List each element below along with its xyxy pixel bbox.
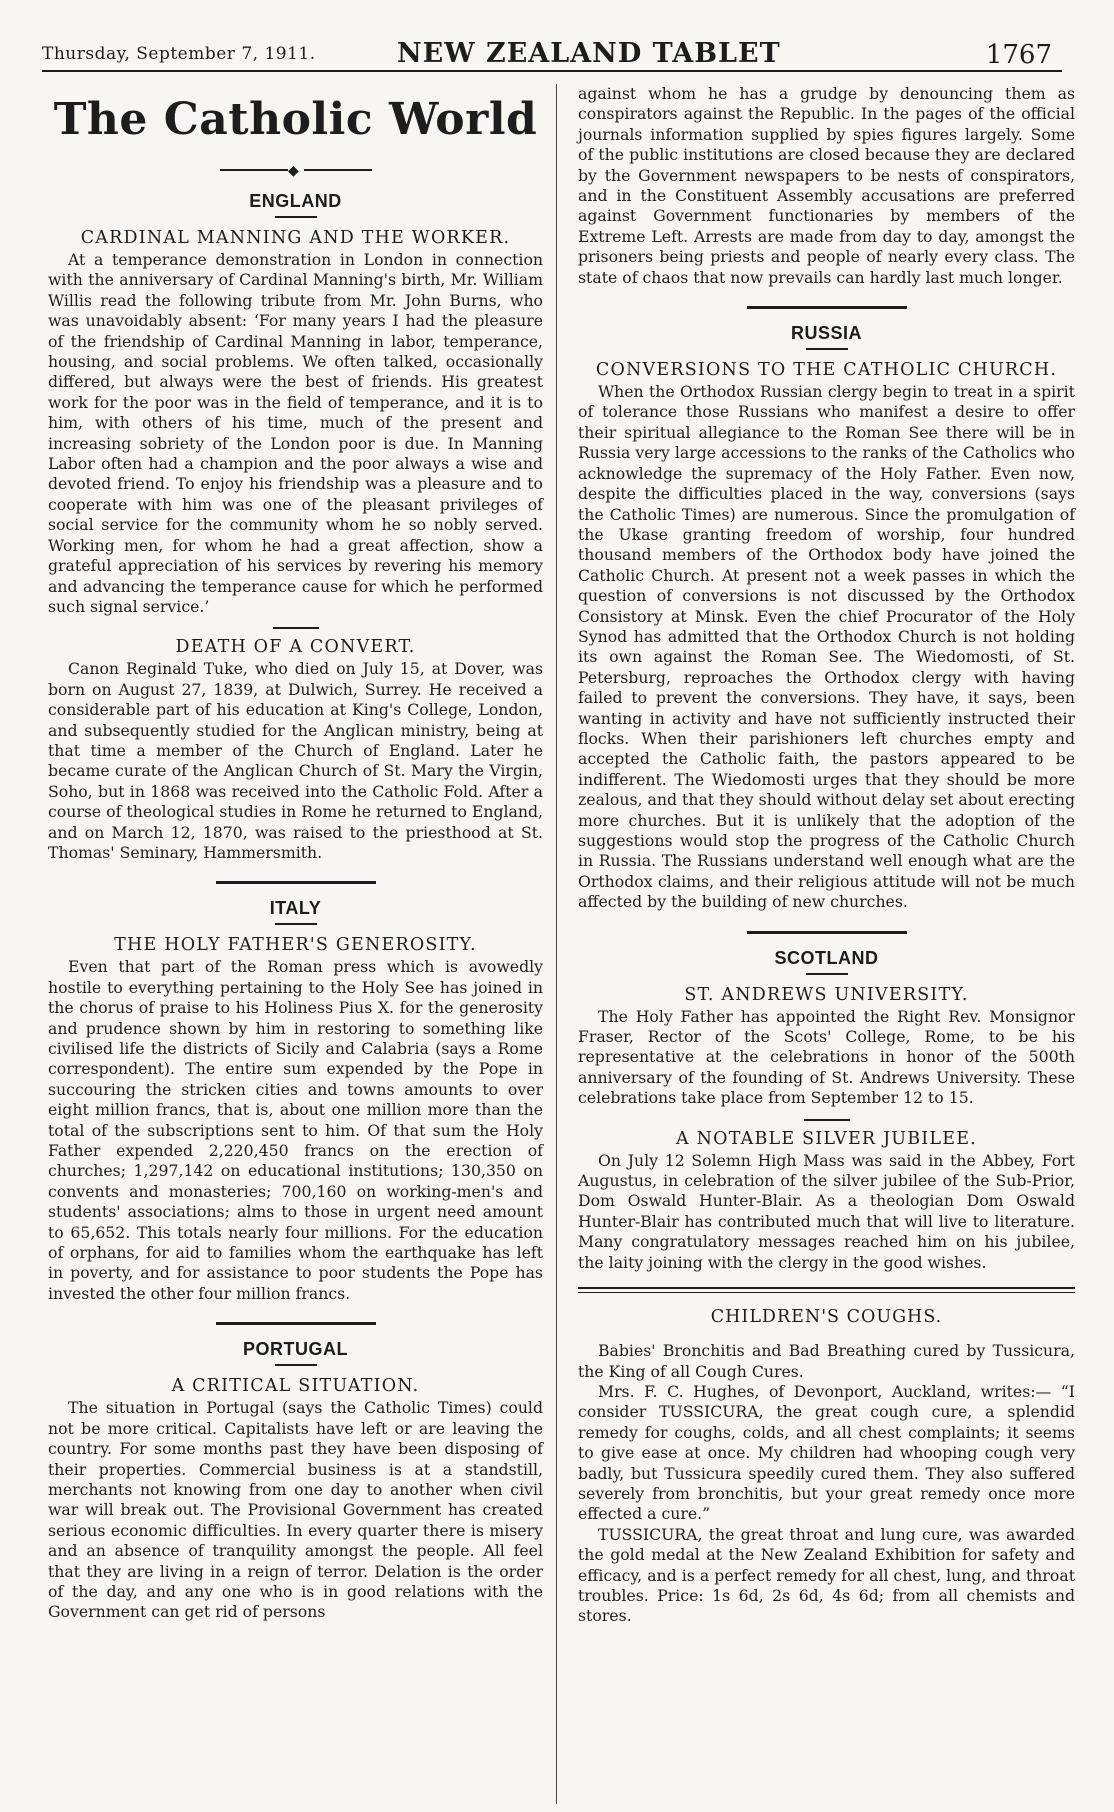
- title-ornament: [48, 163, 543, 177]
- article-body: When the Orthodox Russian clergy begin to treat in a spirit of tolerance those Russians who manifest a desire to offer their spiritual allegiance to the Roman See there will be in Russia very large accessions to the ranks of the Catholics who acknowledge the supremacy of the Holy Father. Even now, despite the difficulties placed in the way, conversions (says the Catholic Times) are numerous. Since the promulgation of the Ukase granting freedom of worship, four hundred thousand members of the Orthodox body have joined the Catholic Church. At present not a week passes in which the question of conversions is not discussed by the Orthodox Consistory at Minsk. Even the chief Procurator of the Holy Synod has admitted that the Orthodox Church is not holding its own against the Roman See. The Wiedomosti, of St. Petersburg, reproaches the Orthodox clergy with having failed to prevent the conversions. They have, it says, been wanting in activity and have not sufficiently instructed their flocks. When their parishioners left churches empty and accepted the Catholic faith, the pastors appeared to be indifferent. The Wiedomosti urges that they should be more zealous, and that they should without delay set about erecting more churches. But it is unlikely that the adoption of the suggestions would stop the progress of the Catholic Church in Russia. The Russians understand well enough what are the Orthodox claims, and their religious attitude will not be much affected by the building of new churches.: [578, 382, 1075, 912]
- article-body: On July 12 Solemn High Mass was said in the Abbey, Fort Augustus, in celebration of the silver jubilee of the Sub-Prior, Dom Oswald Hunter-Blair. As a theologian Dom Oswald Hunter-Blair has contributed much that will live to literature. Many congratulatory messages reached him on his jubilee, the laity joining with the clergy in the good wishes.: [578, 1150, 1075, 1272]
- article-title: A CRITICAL SITUATION.: [171, 1376, 420, 1397]
- rule: [275, 1364, 317, 1366]
- heading-scotland: SCOTLAND: [774, 947, 879, 968]
- article-body: Canon Reginald Tuke, who died on July 15, at Dover, was born on August 27, 1839, at Dulwich, Surrey. He received a considerable part of his education at King's College, London, and subsequently studied for the Anglican ministry, being at that time a member of the Church of England. Later he became curate of the Anglican Church of St. Mary the Virgin, Soho, but in 1868 was received into the Catholic Fold. After a course of theological studies in Rome he returned to England, and on March 12, 1870, was raised to the priesthood at St. Thomas' Seminary, Hammersmith.: [48, 659, 543, 862]
- ad-paragraph: TUSSICURA, the great throat and lung cure, was awarded the gold medal at the New Zealand Exhibition for safety and efficacy, and is a perfect remedy for all chest, lung, and throat troubles. Price: 1s 6d, 2s 6d, 4s 6d; from all chemists and stores.: [578, 1524, 1075, 1626]
- section-rule: [216, 1322, 376, 1325]
- ad-paragraph: Mrs. F. C. Hughes, of Devonport, Auckland, writes:— “I consider TUSSICURA, the great cough cure, a splendid remedy for coughs, colds, and all chest complaints; it seems to give ease at once. My children had whooping cough very badly, but Tussicura speedily cured them. They also suffered severely from bronchitis, but your great remedy once more effected a cure.”: [578, 1381, 1075, 1524]
- right-column: [578, 84, 1075, 1627]
- rule: [806, 348, 848, 350]
- ad-rule-top: [578, 1287, 1075, 1289]
- ad-rule-bottom: [578, 1292, 1075, 1293]
- diamond-icon: ◆: [288, 163, 299, 179]
- column-divider: [556, 84, 557, 1804]
- rule: [275, 216, 317, 218]
- article-title: CONVERSIONS TO THE CATHOLIC CHURCH.: [595, 360, 1058, 381]
- rule: [273, 627, 319, 629]
- article-title: DEATH OF A CONVERT.: [175, 637, 416, 658]
- article-title: A NOTABLE SILVER JUBILEE.: [676, 1128, 977, 1149]
- ad-paragraph: Babies' Bronchitis and Bad Breathing cured by Tussicura, the King of all Cough Cures.: [578, 1341, 1075, 1381]
- article-body: The situation in Portugal (says the Catholic Times) could not be more critical. Capitalists have left or are leaving the country. For some months past they have been disposing of their properties. Commercial business is at a standstill, merchants not knowing from one day to another when civil war will break out. The Provisional Government has created serious economic difficulties. In every quarter there is misery and an absence of tranquility amongst the people. All feel that they are living in a reign of terror. Delation is the order of the day, and any one who is in good relations with the Government can get rid of persons: [48, 1398, 543, 1622]
- heading-italy: ITALY: [269, 898, 322, 919]
- heading-england: ENGLAND: [249, 191, 342, 211]
- article-title: ST. ANDREWS UNIVERSITY.: [684, 984, 969, 1005]
- heading-portugal: PORTUGAL: [243, 1339, 348, 1360]
- page-header: [42, 38, 1062, 72]
- issue-date: Thursday, September 7, 1911.: [42, 44, 316, 64]
- article-title: THE HOLY FATHER'S GENEROSITY.: [114, 935, 477, 956]
- rule: [275, 923, 317, 925]
- article-body: The Holy Father has appointed the Right Rev. Monsignor Fraser, Rector of the Scots' College, Rome, to be his representative at the celebrations in honor of the 500th anniversary of the founding of St. Andrews University. These celebrations take place from September 12 to 15.: [578, 1006, 1075, 1108]
- ad-title: CHILDREN'S COUGHS.: [710, 1307, 943, 1328]
- section-title: The Catholic World: [53, 94, 538, 145]
- rule: [804, 1119, 850, 1121]
- section-rule: [216, 881, 376, 884]
- article-continuation: against whom he has a grudge by denouncing them as conspirators against the Republic. In the pages of the official journals information supplied by spies figures largely. Some of the public institutions are closed because they are declared by the Government newspapers to be nests of conspirators, and in the Constituent Assembly accusations are preferred against Government functionaries by members of the Extreme Left. Arrests are made from day to day, amongst the prisoners being priests and people of nearly every class. The state of chaos that now prevails can hardly last much longer.: [578, 84, 1075, 287]
- rule: [806, 973, 848, 975]
- page-number: 1767: [985, 40, 1052, 70]
- article-body: At a temperance demonstration in London in connection with the anniversary of Cardinal Manning's birth, Mr. William Willis read the following tribute from Mr. John Burns, who was unavoidably absent: ‘For many years I had the pleasure of the friendship of Cardinal Manning in labor, temperance, housing, and social problems. We often talked, occasionally differed, but always were the best of friends. His greatest work for the poor was in the field of temperance, and it is to him, with others of his time, much of the present and increasing sobriety of the London poor is due. In Manning Labor often had a champion and the poor always a wise and devoted friend. To enjoy his friendship was a pleasure and to cooperate with him was one of the pleasant privileges of social service for the community whom he so nobly served. Working men, for whom he had a great affection, show a grateful appreciation of his services by revering his memory and advancing the temperance cause for which he performed such signal service.’: [48, 250, 543, 616]
- newspaper-title: NEW ZEALAND TABLET: [397, 38, 781, 69]
- article-title: CARDINAL MANNING AND THE WORKER.: [80, 228, 511, 248]
- article-body: Even that part of the Roman press which is avowedly hostile to everything pertaining to the Holy See has joined in the chorus of praise to his Holiness Pius X. for the generosity and prudence shown by him in restoring to something like civilised life the districts of Sicily and Calabria (says a Rome correspondent). The entire sum expended by the Pope in succouring the stricken cities and towns amounts to over eight million francs, that is, about one million more than the total of the subscriptions sent to him. Of that sum the Holy Father expended 2,220,450 francs on the erection of churches; 1,297,142 on educational institutions; 130,350 on convents and monasteries; 700,160 on working-men's and students' associations; alms to those in urgent need amount to 65,652. This totals nearly four millions. For the education of orphans, for aid to families whom the earthquake has left in poverty, and for assistance to poor students the Pope has invested the other four million francs.: [48, 957, 543, 1303]
- left-column: [48, 84, 543, 1623]
- section-rule: [747, 306, 907, 309]
- heading-russia: RUSSIA: [790, 323, 862, 344]
- section-rule: [747, 931, 907, 934]
